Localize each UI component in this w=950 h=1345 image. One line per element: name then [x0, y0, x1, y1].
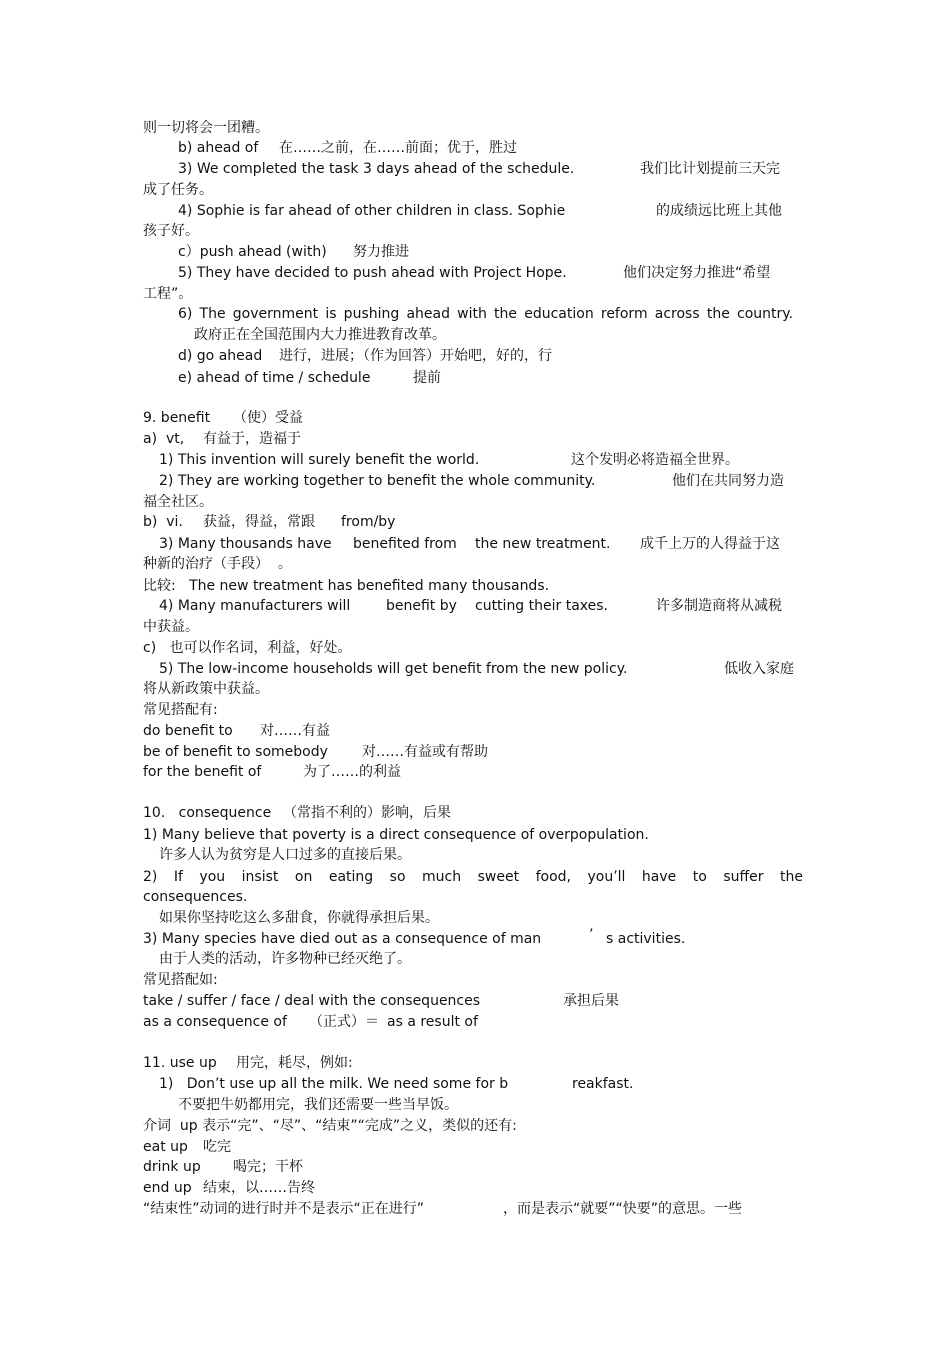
text-line: 的成绩远比班上其他 — [656, 203, 782, 219]
text-line: take / suffer / face / deal with the consequences — [143, 993, 481, 1009]
text-line: 获益，得益，常跟 — [203, 514, 315, 530]
text-line: 将从新政策中获益。 — [143, 681, 269, 697]
text-line: “结束性”动词的进行时并不是表示“正在进行” — [143, 1201, 425, 1217]
text-line: 常见搭配有: — [143, 702, 218, 718]
text-line: d) go ahead — [178, 348, 263, 364]
text-line: 许多人认为贫穷是人口过多的直接后果。 — [159, 847, 411, 863]
text-line: 2) If you insist on eating so much sweet food, you’ll have to suffer the — [143, 869, 803, 885]
text-line: 1) This invention will surely benefit the world. — [159, 452, 480, 468]
text-line: 政府正在全国范围内大力推进教育改革。 — [194, 327, 446, 343]
text-line: e) ahead of time / schedule — [178, 370, 371, 386]
text-line: 4) Many manufacturers will — [159, 598, 351, 614]
text-line: end up — [143, 1180, 192, 1196]
text-line: 在……之前，在……前面；优于，胜过 — [279, 140, 517, 156]
text-line: ’ — [589, 927, 594, 943]
text-line: drink up — [143, 1159, 201, 1175]
text-line: （使）受益 — [233, 410, 303, 426]
text-line: be of benefit to somebody — [143, 744, 328, 760]
text-line: for the benefit of — [143, 764, 262, 780]
text-line: 进行，进展；（作为回答）开始吧，好的，行 — [279, 348, 552, 364]
text-line: （常指不利的）影响，后果 — [283, 805, 451, 821]
text-line: 为了……的利益 — [303, 764, 401, 780]
text-line: 则一切将会一团糟。 — [143, 120, 269, 136]
text-line: 努力推进 — [353, 244, 409, 260]
text-line: 对……有益或有帮助 — [362, 744, 488, 760]
text-line: 5) They have decided to push ahead with Project Hope. — [178, 265, 567, 281]
section-heading: 10. consequence — [143, 805, 272, 821]
text-line: as a consequence of — [143, 1014, 287, 1030]
text-line: 成了任务。 — [143, 182, 213, 198]
text-line: s activities. — [606, 931, 686, 947]
text-line: c）push ahead (with) — [178, 244, 327, 260]
text-line: 对……有益 — [260, 723, 330, 739]
text-line: 2) They are working together to benefit the whole community. — [159, 473, 596, 489]
text-line: 1) Don’t use up all the milk. We need some for b — [159, 1076, 509, 1092]
section-heading: 9. benefit — [143, 410, 211, 426]
text-line: b) ahead of — [178, 140, 259, 156]
text-line: 工程”。 — [143, 286, 193, 302]
text-line: benefited from — [353, 536, 457, 552]
text-line: 介词 up 表示“完”、“尽”、“结束”“完成”之义，类似的还有: — [143, 1118, 517, 1134]
text-line: （正式）＝ — [309, 1014, 379, 1030]
text-line: 他们在共同努力造 — [672, 473, 784, 489]
text-line: 提前 — [413, 370, 441, 386]
text-line: ，而是表示“就要”“快要”的意思。一些 — [503, 1201, 743, 1217]
text-line: 不要把牛奶都用完，我们还需要一些当早饭。 — [178, 1097, 458, 1113]
text-line: 福全社区。 — [143, 494, 213, 510]
text-line: cutting their taxes. — [475, 598, 608, 614]
text-line: 3) We completed the task 3 days ahead of the schedule. — [178, 161, 575, 177]
text-line: eat up — [143, 1139, 188, 1155]
text-line: 5) The low-income households will get benefit from the new policy. — [159, 661, 628, 677]
text-line: b) vi. — [143, 514, 183, 530]
text-line: 低收入家庭 — [724, 661, 794, 677]
text-line: 孩子好。 — [143, 223, 199, 239]
text-line: 4) Sophie is far ahead of other children in class. Sophie — [178, 203, 566, 219]
text-line: from/by — [341, 514, 396, 530]
text-line: a) vt, — [143, 431, 185, 447]
text-line: 种新的治疗（手段） 。 — [143, 556, 292, 572]
text-line: 6) The government is pushing ahead with the education reform across the country. — [178, 306, 793, 322]
text-line: 如果你坚持吃这么多甜食，你就得承担后果。 — [159, 910, 439, 926]
text-line: 承担后果 — [563, 993, 619, 1009]
text-line: 我们比计划提前三天完 — [640, 161, 780, 177]
section-heading: 11. use up — [143, 1055, 217, 1071]
text-line: as a result of — [387, 1014, 478, 1030]
text-line: 结束，以……告终 — [203, 1180, 315, 1196]
text-line: 比较: The new treatment has benefited many thousands. — [143, 578, 550, 594]
text-line: 由于人类的活动，许多物种已经灭绝了。 — [159, 951, 411, 967]
text-line: benefit by — [386, 598, 457, 614]
text-line: 喝完；干杯 — [233, 1159, 303, 1175]
text-line: consequences. — [143, 889, 248, 905]
text-line: 这个发明必将造福全世界。 — [571, 452, 739, 468]
text-line: 用完，耗尽，例如: — [236, 1055, 353, 1071]
text-line: 常见搭配如: — [143, 972, 218, 988]
text-line: 他们决定努力推进“希望 — [623, 265, 771, 281]
text-line: 中获益。 — [143, 619, 199, 635]
text-line: 许多制造商将从减税 — [656, 598, 782, 614]
text-line: reakfast. — [572, 1076, 634, 1092]
text-line: 吃完 — [203, 1139, 231, 1155]
text-line: 有益于，造福于 — [203, 431, 301, 447]
text-line: c) 也可以作名词，利益，好处。 — [143, 640, 352, 656]
text-line: 成千上万的人得益于这 — [640, 536, 780, 552]
text-line: 3) Many species have died out as a consequence of man — [143, 931, 542, 947]
text-line: 1) Many believe that poverty is a direct consequence of overpopulation. — [143, 827, 649, 843]
text-line: the new treatment. — [475, 536, 611, 552]
text-line: do benefit to — [143, 723, 233, 739]
text-line: 3) Many thousands have — [159, 536, 332, 552]
